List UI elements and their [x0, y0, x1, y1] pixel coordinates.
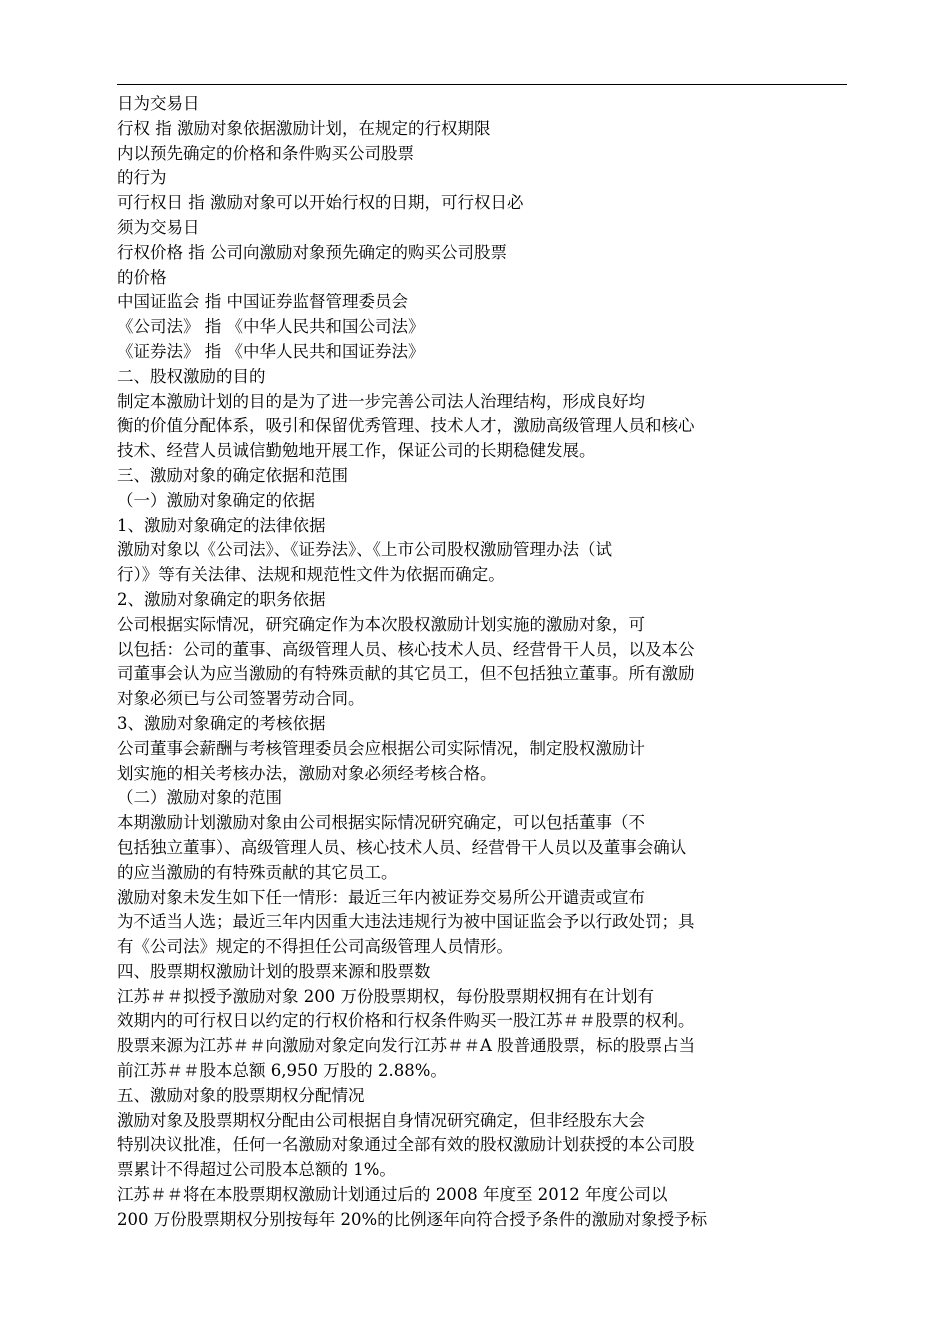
text-line: 中国证监会 指 中国证券监督管理委员会	[117, 292, 408, 312]
subsection-heading: 3、激励对象确定的考核依据	[117, 713, 326, 733]
text-line: 可行权日 指 激励对象可以开始行权的日期，可行权日必	[117, 193, 524, 213]
text-line: 内以预先确定的价格和条件购买公司股票	[117, 143, 414, 163]
text-line: 以包括：公司的董事、高级管理人员、核心技术人员、经营骨干人员，以及本公	[117, 639, 695, 659]
header-rule	[117, 84, 847, 85]
text-line: 票累计不得超过公司股本总额的 1%。	[117, 1160, 396, 1180]
body-text	[117, 92, 807, 1233]
text-line: 包括独立董事）、高级管理人员、核心技术人员、经营骨干人员以及董事会确认	[117, 837, 687, 857]
text-line: 行权 指 激励对象依据激励计划，在规定的行权期限	[117, 118, 491, 138]
text-line: 的应当激励的有特殊贡献的其它员工。	[117, 862, 398, 882]
section-heading: 五、激励对象的股票期权分配情况	[117, 1085, 365, 1105]
text-line: 对象必须已与公司签署劳动合同。	[117, 689, 365, 709]
text-line: 《证券法》 指 《中华人民共和国证券法》	[117, 341, 425, 361]
text-line: 股票来源为江苏＃＃向激励对象定向发行江苏＃＃A 股普通股票，标的股票占当	[117, 1036, 696, 1056]
text-line: 《公司法》 指 《中华人民共和国公司法》	[117, 317, 425, 337]
subsection-heading: （二）激励对象的范围	[117, 788, 282, 808]
section-heading: 三、激励对象的确定依据和范围	[117, 465, 348, 485]
subsection-heading: （一）激励对象确定的依据	[117, 490, 315, 510]
text-line: 本期激励计划激励对象由公司根据实际情况研究确定，可以包括董事（不	[117, 813, 645, 833]
text-line: 的行为	[117, 168, 167, 188]
text-line: 200 万份股票期权分别按每年 20%的比例逐年向符合授予条件的激励对象授予标	[117, 1209, 708, 1229]
section-heading: 二、股权激励的目的	[117, 366, 266, 386]
text-line: 特别决议批准，任何一名激励对象通过全部有效的股权激励计划获授的本公司股	[117, 1135, 695, 1155]
text-line: 制定本激励计划的目的是为了进一步完善公司法人治理结构，形成良好均	[117, 391, 645, 411]
text-line: 激励对象以《公司法》、《证券法》、《上市公司股权激励管理办法（试	[117, 540, 612, 560]
text-line: 划实施的相关考核办法，激励对象必须经考核合格。	[117, 763, 497, 783]
text-line: 有《公司法》规定的不得担任公司高级管理人员情形。	[117, 937, 513, 957]
text-line: 司董事会认为应当激励的有特殊贡献的其它员工，但不包括独立董事。所有激励	[117, 664, 695, 684]
text-line: 公司根据实际情况，研究确定作为本次股权激励计划实施的激励对象，可	[117, 614, 645, 634]
text-line: 行权价格 指 公司向激励对象预先确定的购买公司股票	[117, 242, 507, 262]
text-line: 行）》等有关法律、法规和规范性文件为依据而确定。	[117, 565, 505, 585]
section-heading: 四、股票期权激励计划的股票来源和股票数	[117, 961, 431, 981]
text-line: 的价格	[117, 267, 167, 287]
text-line: 为不适当人选；最近三年内因重大违法违规行为被中国证监会予以行政处罚；具	[117, 912, 695, 932]
text-line: 技术、经营人员诚信勤勉地开展工作，保证公司的长期稳健发展。	[117, 441, 596, 461]
text-line: 前江苏＃＃股本总额 6,950 万股的 2.88%。	[117, 1061, 447, 1081]
text-line: 日为交易日	[117, 94, 200, 113]
text-line: 激励对象未发生如下任一情形：最近三年内被证券交易所公开谴责或宣布	[117, 887, 645, 907]
text-line: 衡的价值分配体系，吸引和保留优秀管理、技术人才，激励高级管理人员和核心	[117, 416, 695, 436]
subsection-heading: 1、激励对象确定的法律依据	[117, 515, 326, 535]
text-line: 江苏＃＃将在本股票期权激励计划通过后的 2008 年度至 2012 年度公司以	[117, 1185, 668, 1205]
subsection-heading: 2、激励对象确定的职务依据	[117, 589, 326, 609]
text-line: 激励对象及股票期权分配由公司根据自身情况研究确定，但非经股东大会	[117, 1110, 645, 1130]
text-line: 效期内的可行权日以约定的行权价格和行权条件购买一股江苏＃＃股票的权利。	[117, 1011, 695, 1031]
text-line: 须为交易日	[117, 217, 200, 237]
text-line: 公司董事会薪酬与考核管理委员会应根据公司实际情况，制定股权激励计	[117, 738, 645, 758]
text-line: 江苏＃＃拟授予激励对象 200 万份股票期权，每份股票期权拥有在计划有	[117, 986, 654, 1006]
